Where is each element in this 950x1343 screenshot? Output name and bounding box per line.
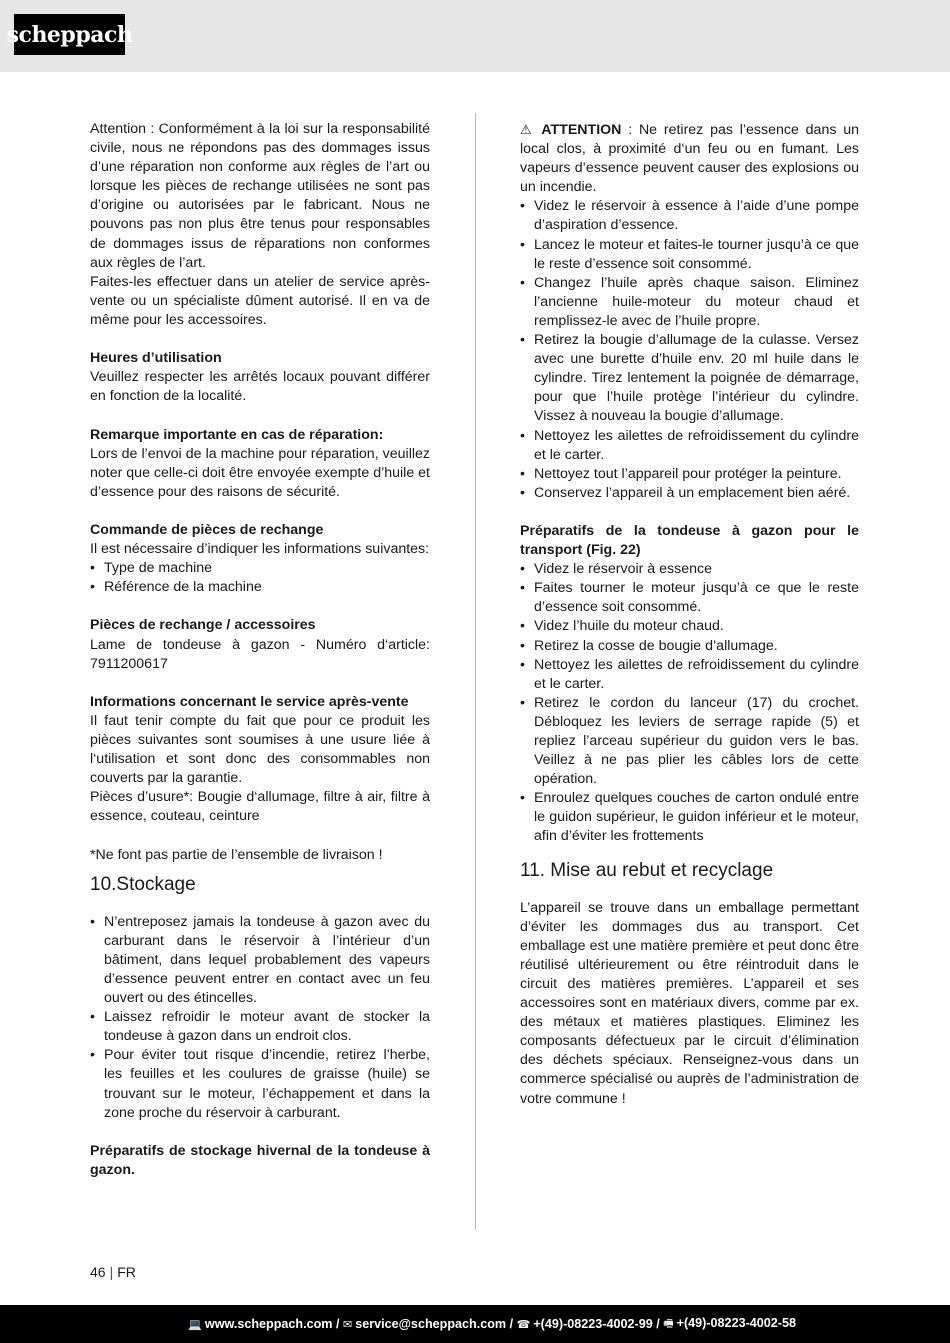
page-number-value: 46 — [90, 1264, 106, 1280]
header-bar — [0, 0, 950, 72]
page-language: FR — [117, 1264, 136, 1280]
workshop-paragraph: Faites-les effectuer dans un atelier de service après-vente ou un spécialiste dûment autorisé. Il en va de même pour les accessoires. — [90, 273, 430, 328]
section-10-title — [90, 873, 430, 897]
recycle-paragraph: L’appareil se trouve dans un emballage permettant d’éviter les dommages dus au transport. Cet emballage est une matière première et peut donc être réutilisé ultérieurement ou être réintroduit dans le circuit des matières premières. L’appareil et ses accessoires sont en matériaux divers, comme par ex. des métaux et matières plastiques. Eliminez les composants défectueux par le circuit d’élimination des déchets spéciaux. Renseignez-vous dans un commerce spécialisé ou auprès de l’administration de votre commune ! — [520, 899, 859, 1107]
page-number: 46 | FR — [90, 1264, 136, 1280]
warning-text: : Ne retirez pas l’essence dans un local clos, à proximité d‘un feu ou en fumant. Les vapeurs d’essence peuvent causer des explosions ou un incendie. — [520, 122, 859, 196]
list-item: • Conservez l’appareil à un emplacement bien aéré. — [520, 484, 859, 503]
warning-paragraph — [520, 120, 859, 197]
column-divider — [475, 113, 476, 1230]
section-title-text: Stockage — [116, 873, 196, 895]
order-list — [90, 559, 430, 597]
list-item: • Pour éviter tout risque d’incendie, retirez l’herbe, les feuilles et les coulures de graisse (huile) se trouvant sur le moteur, l’échappement et dans la zone proche du réservoir à carburant. — [90, 1046, 430, 1122]
list-item: • Enroulez quelques couches de carton ondulé entre le guidon supérieur, le guidon inférieur et le moteur, afin d’éviter les frottements — [520, 789, 859, 846]
section-11-title — [520, 859, 859, 883]
list-item: • Lancez le moteur et faites-le tourner jusqu’à ce que le reste d’essence soit consommé. — [520, 236, 859, 274]
footer-email-link[interactable]: service@scheppach.com — [355, 1317, 507, 1331]
service-heading: Informations concernant le service après-vente — [90, 693, 409, 710]
left-column — [90, 120, 430, 1180]
liability-paragraph: Attention : Conformément à la loi sur la responsabilité civile, nous ne répondons pas des dommages issus d’une réparation non conforme aux règles de l’art ou lorsque les pièces de rechange utilisées ne sont pas d’origine ou autorisées par le fabricant. Nous ne pouvons pas non plus être tenus pour responsables de dommages issus de réparations non conformes aux règles de l’art. — [90, 121, 430, 271]
transport-list — [520, 560, 859, 846]
parts-heading: Pièces de rechange / accessoires — [90, 617, 316, 634]
footer-fax: +(49)-08223-4002-58 — [676, 1315, 796, 1330]
scheppach-logo: scheppach — [14, 14, 125, 55]
computer-icon: 💻 — [188, 1319, 202, 1331]
list-item: • Retirez le cordon du lanceur (17) du crochet. Débloquez les leviers de serrage rapide (5) et repliez l’arceau supérieur du guidon vers le bas. Veillez à ne pas plier les câbles lors de cette opération. — [520, 694, 859, 789]
hours-heading: Heures d’utilisation — [90, 350, 222, 367]
section-number: 11. — [520, 859, 546, 881]
warning-label: ATTENTION — [541, 122, 622, 138]
wear-parts-paragraph: Pièces d’usure*: Bougie d‘allumage, filtre à air, filtre à essence, couteau, ceinture — [90, 789, 430, 825]
list-item: • Videz le réservoir à essence — [520, 560, 859, 579]
repair-heading: Remarque importante en cas de réparation: — [90, 426, 384, 443]
fax-icon: 🖷 — [663, 1317, 674, 1330]
list-item: • Laissez refroidir le moteur avant de stocker la tondeuse à gazon dans un endroit clos. — [90, 1008, 430, 1046]
repair-paragraph: Lors de l’envoi de la machine pour réparation, veuillez noter que celle-ci doit être envoyée exempte d’huile et d’essence pour des raisons de sécurité. — [90, 445, 430, 500]
hours-paragraph: Veuillez respecter les arrêtés locaux pouvant différer en fonction de la localité. — [90, 369, 430, 405]
footer-website-link[interactable]: www.scheppach.com — [204, 1317, 333, 1331]
list-item: • Nettoyez les ailettes de refroidissement du cylindre et le carter. — [520, 656, 859, 694]
list-item: • Référence de la machine — [90, 578, 430, 597]
list-item: • Nettoyez tout l’appareil pour protéger la peinture. — [520, 465, 859, 484]
winter-heading: Préparatifs de stockage hivernal de la tondeuse à gazon. — [90, 1142, 430, 1178]
footer-phone: +(49)-08223-4002-99 — [533, 1317, 653, 1331]
storage-list — [90, 913, 430, 1123]
email-icon: ✉ — [343, 1319, 353, 1331]
footer-bar: 💻 www.scheppach.com / ✉ service@scheppach.com / ☎ +(49)-08223-4002-99 / 🖷 +(49)-08223-4002-58 — [0, 1305, 950, 1343]
right-column — [520, 120, 859, 1109]
list-item: • Retirez la bougie d’allumage de la culasse. Versez avec une burette d’huile env. 20 ml huile dans le cylindre. Tirez lentement la poignée de démarrage, pour que l’huile protège l’intérieur du cylindre. Vissez à nouveau la bougie d’allumage. — [520, 331, 859, 426]
list-item: • Retirez la cosse de bougie d’allumage. — [520, 637, 859, 656]
service-paragraph: Il faut tenir compte du fait que pour ce produit les pièces suivantes sont soumises à une usure liée à l‘utilisation et sont donc des consommables non couverts par la garantie. — [90, 712, 430, 787]
list-item: • Faites tourner le moteur jusqu’à ce que le reste d’essence soit consommé. — [520, 579, 859, 617]
section-number: 10. — [90, 873, 117, 895]
delivery-note: *Ne font pas partie de l’ensemble de livraison ! — [90, 846, 383, 863]
list-item: • Videz le réservoir à essence à l’aide d’une pompe d’aspiration d’essence. — [520, 197, 859, 235]
list-item: • N’entreposez jamais la tondeuse à gazon avec du carburant dans le réservoir à l’intérieur d’un bâtiment, dans lequel probablement des vapeurs d’essence peuvent entrer en contact avec un feu ouvert ou des étincelles. — [90, 913, 430, 1008]
list-item: • Type de machine — [90, 559, 430, 578]
winter-list — [520, 197, 859, 503]
list-item: • Changez l’huile après chaque saison. Eliminez l’ancienne huile-moteur du moteur chaud et remplissez-le avec de l’huile propre. — [520, 274, 859, 331]
section-title-text: Mise au rebut et recyclage — [550, 859, 774, 881]
list-item: • Videz l’huile du moteur chaud. — [520, 617, 859, 636]
transport-heading: Préparatifs de la tondeuse à gazon pour le transport (Fig. 22) — [520, 522, 859, 559]
order-heading: Commande de pièces de rechange — [90, 521, 324, 538]
order-paragraph: Il est nécessaire d’indiquer les informations suivantes: — [90, 541, 430, 558]
phone-icon: ☎ — [516, 1319, 531, 1331]
parts-paragraph: Lame de tondeuse à gazon - Numéro d‘article: 7911200617 — [90, 636, 430, 672]
list-item: • Nettoyez les ailettes de refroidissement du cylindre et le carter. — [520, 427, 859, 465]
warning-triangle-icon: ⚠ — [520, 122, 535, 137]
